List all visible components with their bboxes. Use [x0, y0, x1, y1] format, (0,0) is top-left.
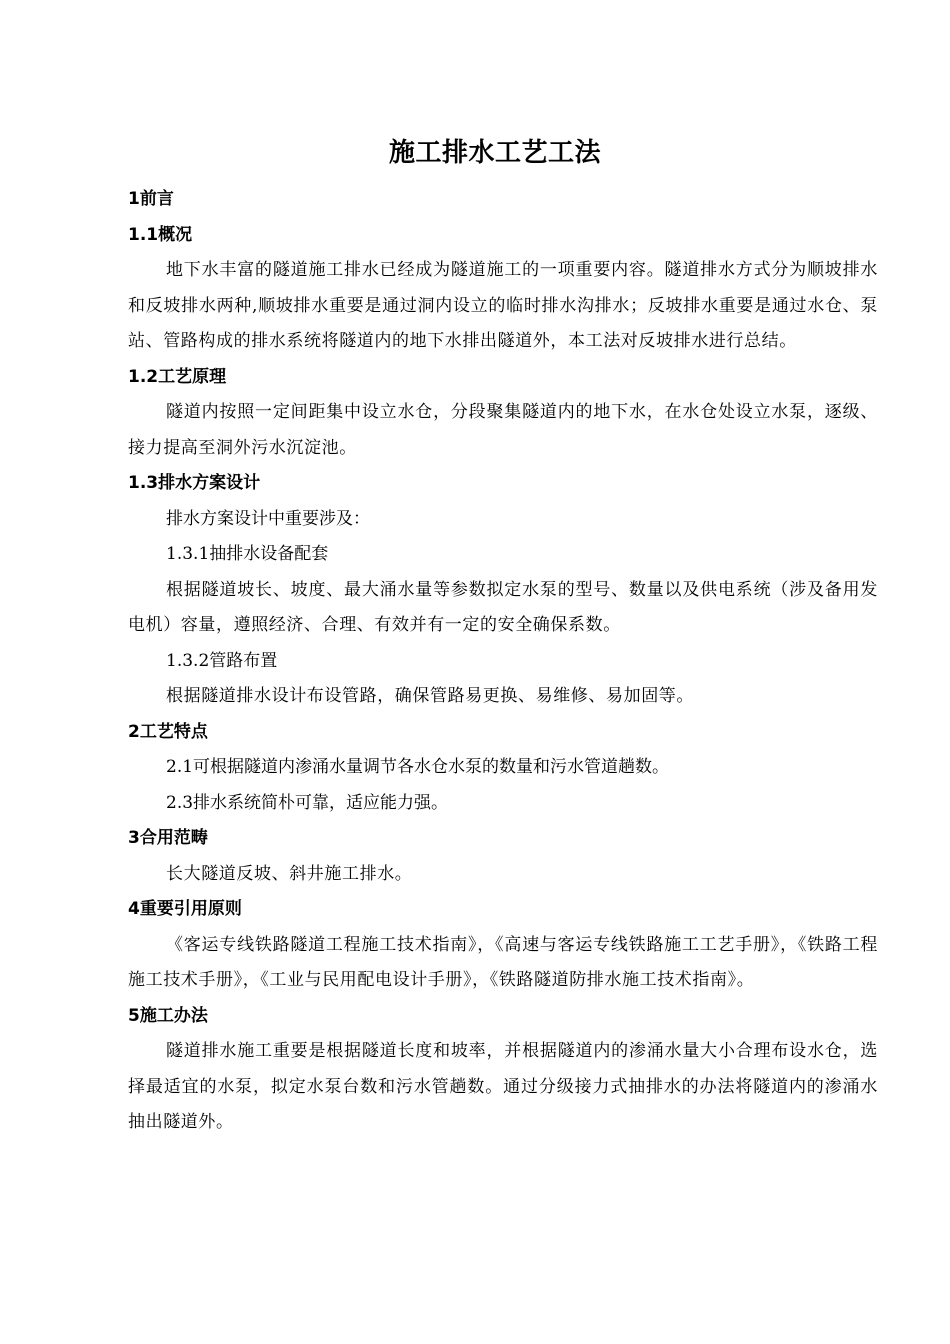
- heading-1-2-principle: 1.2工艺原理: [128, 366, 227, 387]
- heading-4-references: 4重要引用原则: [128, 899, 242, 919]
- heading-1-preface: 1前言: [128, 189, 174, 209]
- paragraph-scope: 长大隧道反坡、斜井施工排水。: [166, 863, 413, 884]
- paragraph-references: 《客运专线铁路隧道工程施工技术指南》，《高速与客运专线铁路施工工艺手册》，《铁路工程施工技术手册》，《工业与民用配电设计手册》，《铁路隧道防排水施工技术指南》。: [128, 934, 878, 990]
- document-title: 施工排水工艺工法: [388, 138, 601, 168]
- paragraph-pipeline: 根据隧道排水设计布设管路，确保管路易更换、易维修、易加固等。: [166, 686, 694, 706]
- paragraph-design-intro: 排水方案设计中重要涉及：: [166, 508, 370, 529]
- paragraph-overview: 地下水丰富的隧道施工排水已经成为隧道施工的一项重要内容。隧道排水方式分为顺坡排水和反坡排水两种,顺坡排水重要是通过洞内设立的临时排水沟排水；反坡排水重要是通过水仓、泵站、管路构成的排水系统将隧道内的地下水排出隧道外，本工法对反坡排水进行总结。: [128, 260, 878, 351]
- heading-2-features: 2工艺特点: [128, 721, 208, 742]
- heading-1-3-2-pipeline: 1.3.2管路布置: [166, 650, 278, 671]
- feature-item-2: 2.3排水系统简朴可靠，适应能力强。: [166, 792, 449, 813]
- paragraph-method: 隧道排水施工重要是根据隧道长度和坡率，并根据隧道内的渗涌水量大小合理布设水仓，选择最适宜的水泵，拟定水泵台数和污水管趟数。通过分级接力式抽排水的办法将隧道内的渗涌水抽出隧道外。: [128, 1041, 878, 1132]
- heading-5-method: 5施工办法: [128, 1005, 208, 1026]
- paragraph-principle: 隧道内按照一定间距集中设立水仓，分段聚集隧道内的地下水，在水仓处设立水泵，逐级、接力提高至洞外污水沉淀池。: [128, 402, 878, 458]
- heading-1-3-design: 1.3排水方案设计: [128, 473, 261, 493]
- paragraph-equipment: 根据隧道坡长、坡度、最大涌水量等参数拟定水泵的型号、数量以及供电系统（涉及备用发电机）容量，遵照经济、合理、有效并有一定的安全确保系数。: [128, 579, 878, 635]
- heading-1-1-overview: 1.1概况: [128, 224, 193, 245]
- document-body: [128, 182, 878, 1141]
- heading-1-3-1-equipment: 1.3.1抽排水设备配套: [166, 544, 329, 564]
- feature-item-1: 2.1可根据隧道内渗涌水量调节各水仓水泵的数量和污水管道趟数。: [166, 757, 670, 777]
- heading-3-scope: 3合用范畴: [128, 828, 208, 848]
